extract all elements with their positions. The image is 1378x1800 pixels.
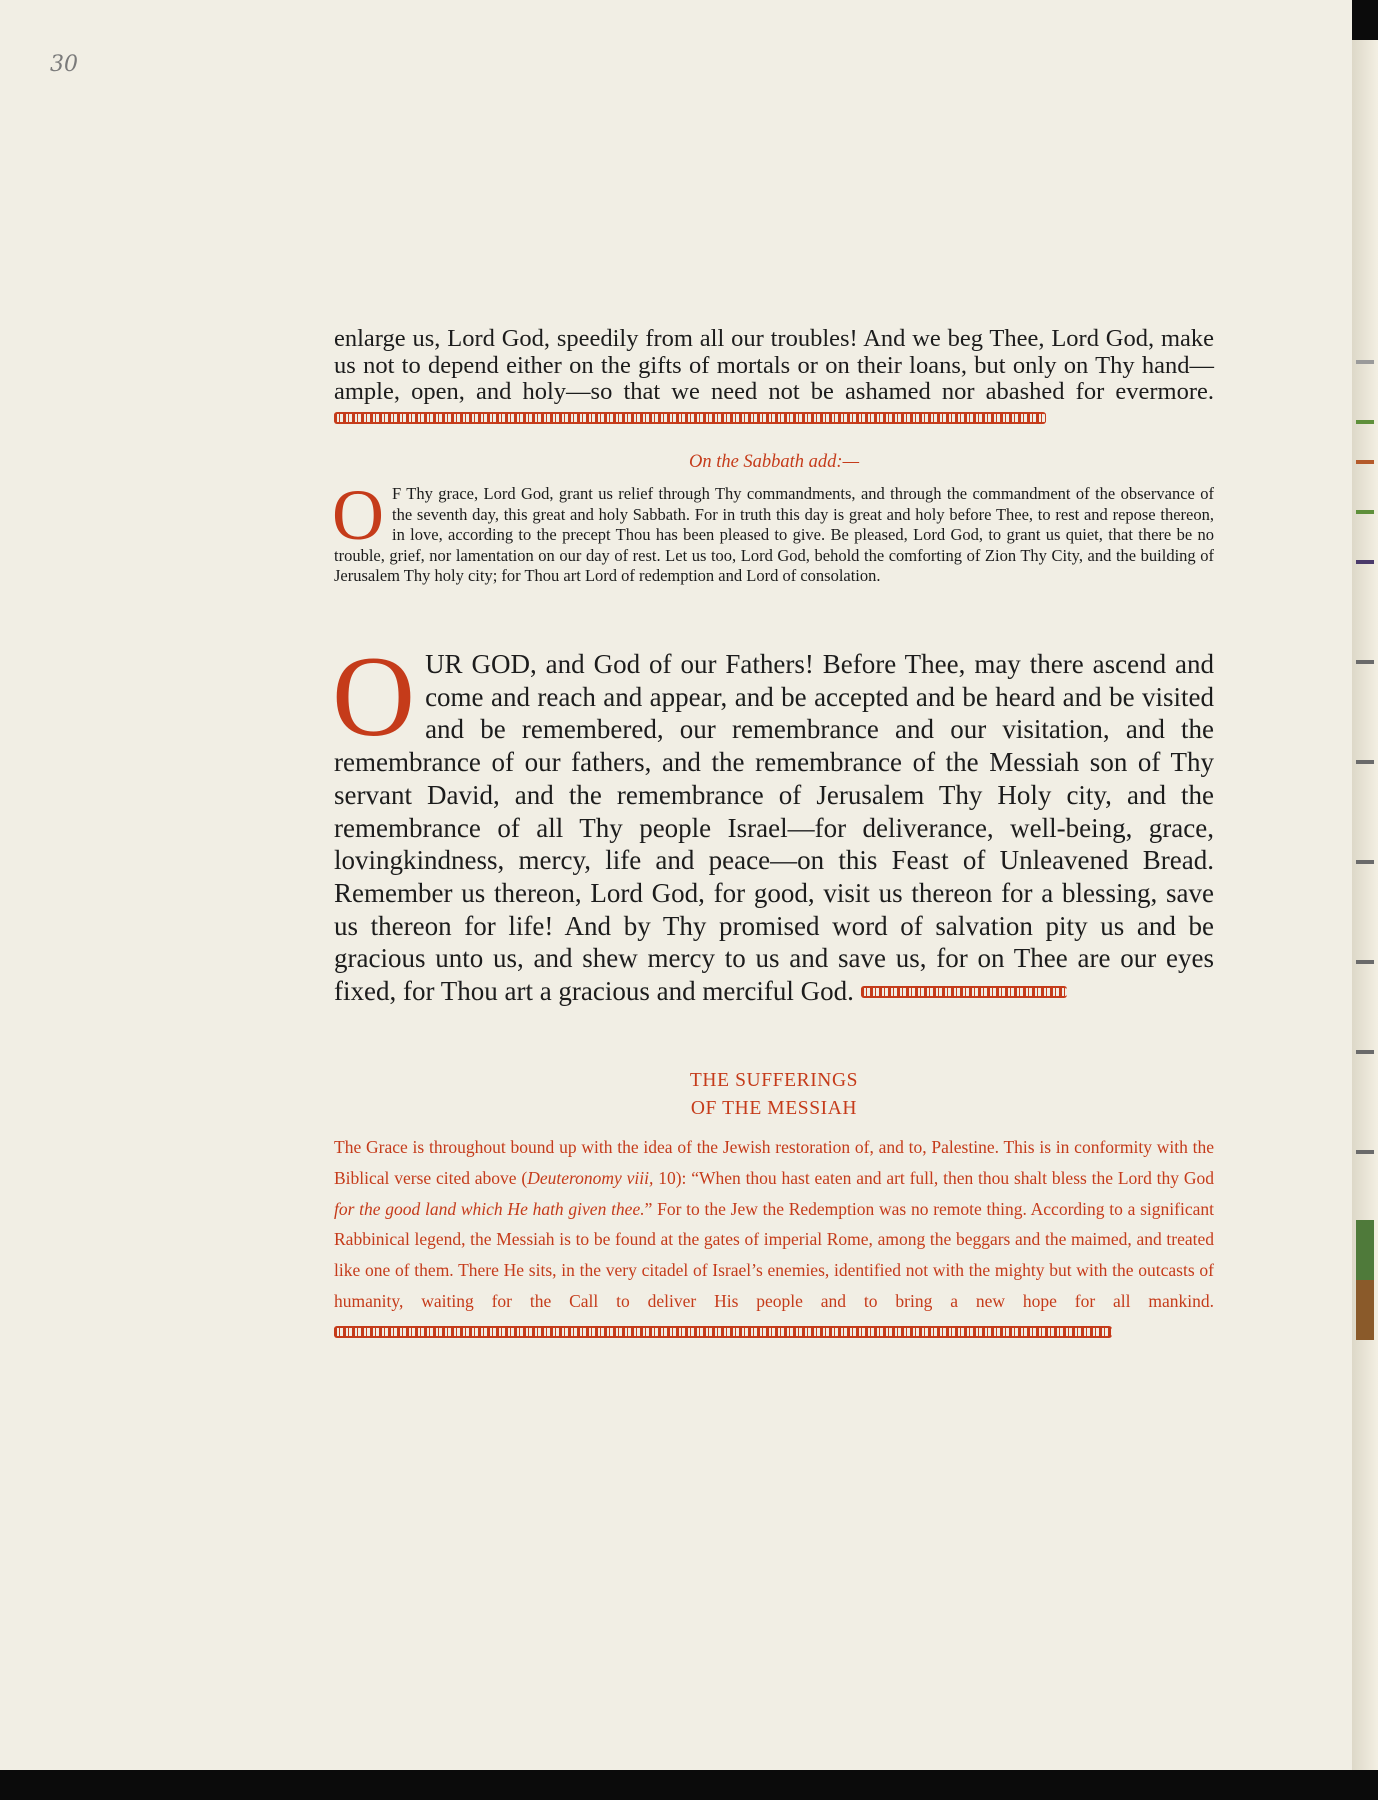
- drop-cap-initial-large: O: [332, 633, 416, 760]
- commentary-text-c: ” For to the Jew the Redemption was no remote thing. According to a significant Rabbinical legend, the Messiah is to be found at the gates of imperial Rome, among the beggars and the maimed, and treated like one of them. There He sits, in the very citadel of Israel’s enemies, identified not with the mighty but with the outcasts of humanity, waiting for the Call to deliver His people and to bring a new hope for all mankind.: [334, 1198, 1214, 1311]
- commentary-text-a: The Grace is throughout bound up with the idea of the Jewish restoration of, and to, Palestine. This is in conformity with the Biblical verse cited above (: [334, 1137, 1214, 1188]
- page-number: 30: [50, 52, 78, 77]
- quote-italic: for the good land which He hath given thee.: [334, 1198, 645, 1219]
- section-title-line-1: THE SUFFERINGS: [689, 1070, 859, 1091]
- citation: Deuteronomy viii,: [527, 1167, 654, 1188]
- paragraph-text: F Thy grace, Lord God, grant us relief through Thy commandments, and through the commandment of the observance of the seventh day, this great and holy Sabbath. For in truth this day is great and holy before Thee, to rest and repose thereon, in love, according to the precept Thou has been pleased to give. Be pleased, Lord God, to grant us quiet, that there be no trouble, grief, nor lamentation on our day of rest. Let us too, Lord God, behold the comforting of Zion Thy City, and the building of Jerusalem Thy holy city; for Thou art Lord of redemption and Lord of consolation.: [334, 484, 1214, 586]
- paragraph-sabbath: [332, 475, 1214, 587]
- paragraph-our-god: [332, 633, 1214, 1008]
- drop-cap-initial: O: [332, 475, 384, 555]
- paragraph-enlarge-us: [334, 326, 1214, 432]
- ornament-border: [861, 986, 1067, 998]
- commentary-text-b: 10): “When thou hast eaten and art full, then thou shalt bless the Lord thy God: [653, 1167, 1214, 1188]
- paragraph-text: enlarge us, Lord God, speedily from all our troubles! And we beg Thee, Lord God, make us not to depend either on the gifts of mortals or on their loans, but only on Thy hand—ample, open, and holy—so that we need not be ashamed nor abashed for evermore.: [334, 325, 1214, 405]
- ornament-border: [334, 1326, 1112, 1338]
- paragraph-text: UR GOD, and God of our Fathers! Before Thee, may there ascend and come and reach and appear, and be accepted and be heard and be visited and be remembered, our remembrance and our visitation, and the remembrance of our fathers, and the remembrance of the Messiah son of Thy servant David, and the remembrance of Jerusalem Thy Holy city, and the remembrance of all Thy people Israel—for deliverance, well-being, grace, lovingkindness, mercy, life and peace—on this Feast of Unleavened Bread. Remember us thereon, Lord God, for good, visit us thereon for a blessing, save us thereon for life! And by Thy promised word of salvation pity us and be gracious unto us, and shew mercy to us and save us, for on Thee are our eyes fixed, for Thou art a gracious and merciful God.: [334, 649, 1214, 1007]
- ornament-border: [334, 412, 1046, 424]
- paragraph-commentary: [334, 1132, 1214, 1348]
- next-page-edge: [1352, 40, 1378, 1770]
- section-title-line-2: OF THE MESSIAH: [690, 1098, 858, 1119]
- sabbath-heading: On the Sabbath add:—: [688, 452, 860, 472]
